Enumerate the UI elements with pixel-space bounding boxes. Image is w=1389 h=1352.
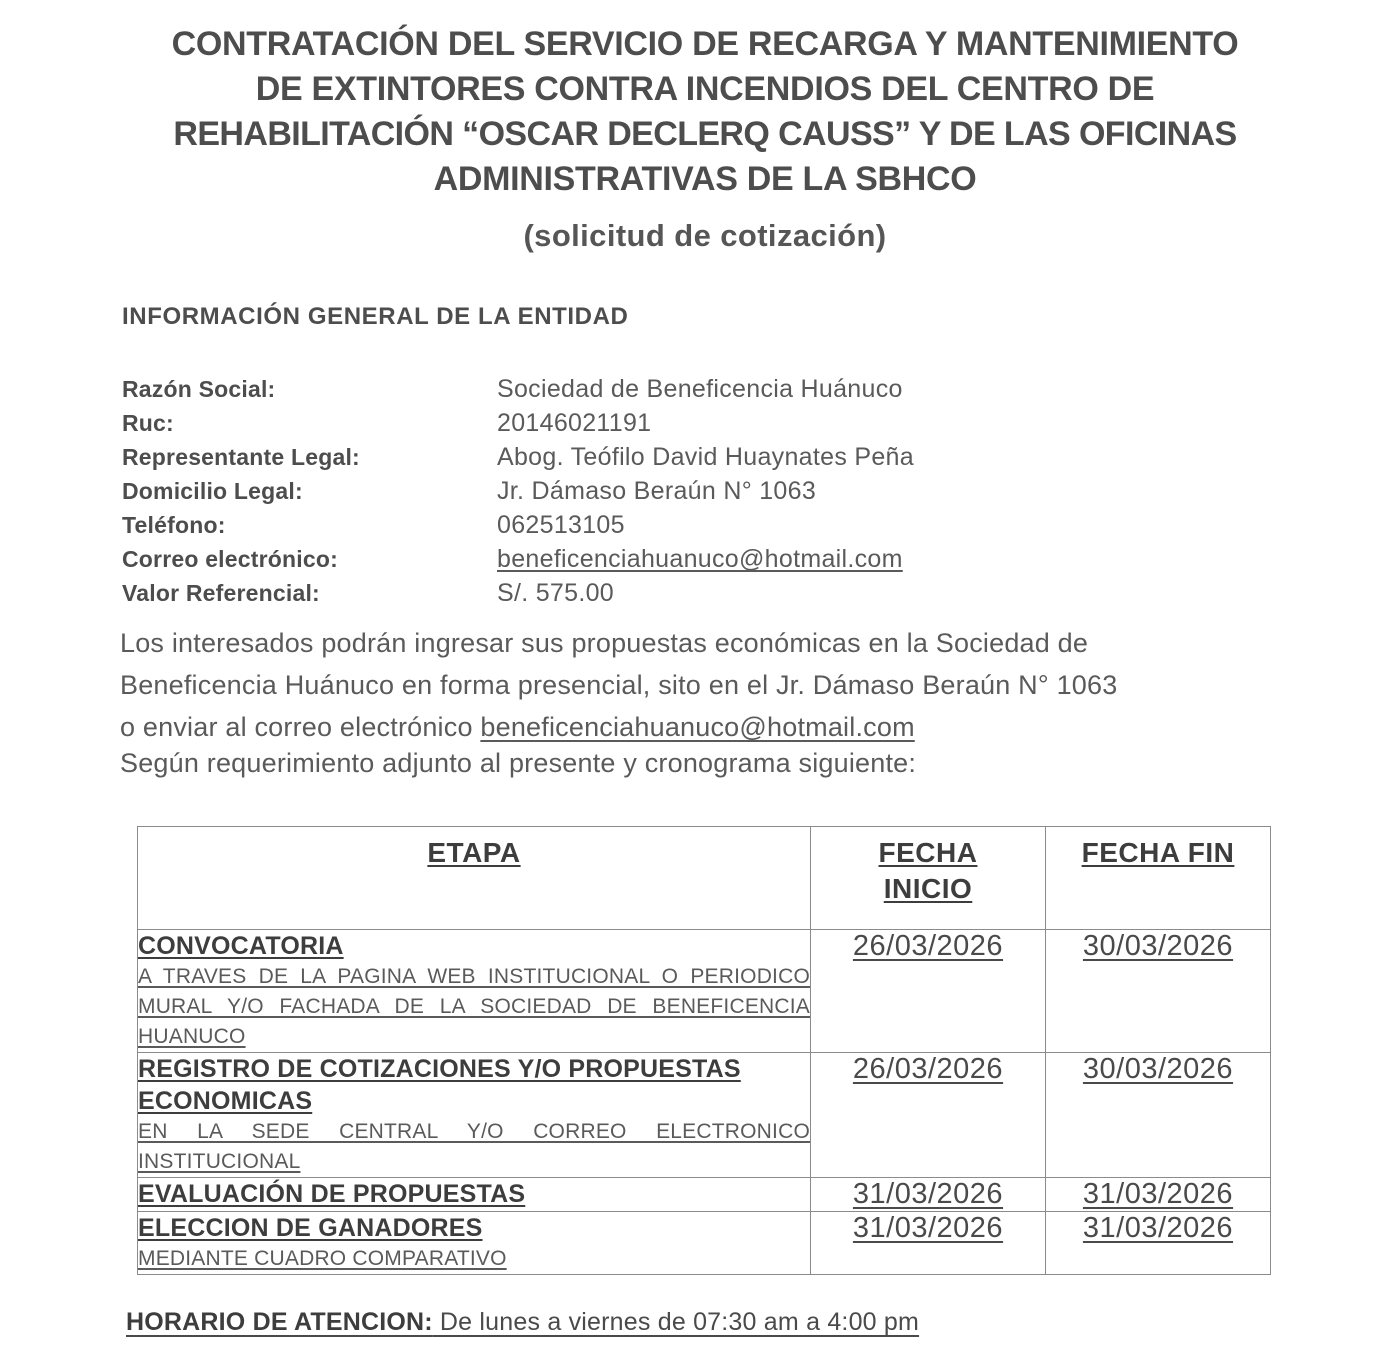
- info-value: 062513105: [497, 511, 625, 539]
- table-header-row: [138, 827, 1271, 930]
- fecha-fin-value: 30/03/2026: [1082, 930, 1234, 962]
- entity-section-heading: INFORMACIÓN GENERAL DE LA ENTIDAD: [122, 303, 629, 330]
- etapa-title: CONVOCATORIA: [138, 932, 344, 960]
- email-link[interactable]: beneficenciahuanuco@hotmail.com: [497, 545, 903, 573]
- etapa-title: ELECCION DE GANADORES: [138, 1214, 483, 1242]
- document-subtitle: (solicitud de cotización): [523, 218, 887, 253]
- info-label: Representante Legal:: [122, 444, 360, 470]
- paragraph-line-3-prefix: o enviar al correo electrónico: [120, 712, 481, 742]
- fecha-fin-value: 30/03/2026: [1082, 1053, 1234, 1085]
- info-row-domicilio-legal: [122, 474, 1222, 508]
- entity-info-list: [122, 372, 1222, 610]
- info-label: Ruc:: [122, 410, 174, 436]
- fecha-fin-cell: [1046, 1212, 1271, 1275]
- etapa-subtext: A TRAVES DE LA PAGINA WEB INSTITUCIONAL O PERIODICO MURAL Y/O FACHADA DE LA SOCIEDAD DE BENEFICENCIA HUANUCO: [138, 965, 810, 1048]
- title-line-3: REHABILITACIÓN “OSCAR DECLERQ CAUSS” Y DE LAS OFICINAS: [173, 115, 1237, 153]
- fecha-inicio-value: 26/03/2026: [852, 930, 1004, 962]
- body-paragraph: [120, 622, 1316, 748]
- fecha-fin-value: 31/03/2026: [1082, 1178, 1234, 1210]
- info-label: Razón Social:: [122, 376, 276, 402]
- column-header-fecha-inicio: [811, 827, 1046, 930]
- fecha-inicio-value: 31/03/2026: [852, 1212, 1004, 1244]
- etapa-title: EVALUACIÓN DE PROPUESTAS: [138, 1180, 526, 1208]
- info-row-telefono: [122, 508, 1222, 542]
- etapa-cell: [138, 1053, 811, 1178]
- info-label: Teléfono:: [122, 512, 226, 538]
- table-row: [138, 1178, 1271, 1212]
- fecha-fin-cell: [1046, 1178, 1271, 1212]
- column-header-fecha-fin: [1046, 827, 1271, 930]
- column-header-fecha-fin-label: FECHA FIN: [1081, 837, 1235, 868]
- etapa-cell: [138, 930, 811, 1053]
- info-value: Abog. Teófilo David Huaynates Peña: [497, 443, 914, 471]
- footer-label: HORARIO DE ATENCION:: [126, 1308, 433, 1336]
- table-row: [138, 1212, 1271, 1275]
- info-row-representante-legal: [122, 440, 1222, 474]
- info-row-correo-electronico: [122, 542, 1222, 576]
- etapa-cell: [138, 1212, 811, 1275]
- info-label: Correo electrónico:: [122, 546, 338, 572]
- column-header-etapa-label: ETAPA: [427, 837, 521, 868]
- info-value: S/. 575.00: [497, 579, 614, 607]
- info-label: Domicilio Legal:: [122, 478, 303, 504]
- title-line-1: CONTRATACIÓN DEL SERVICIO DE RECARGA Y MANTENIMIENTO: [171, 25, 1239, 63]
- footer-horario: [126, 1308, 919, 1337]
- info-value: 20146021191: [497, 409, 652, 437]
- fecha-fin-value: 31/03/2026: [1082, 1212, 1234, 1244]
- etapa-cell: [138, 1178, 811, 1212]
- table-row: [138, 930, 1271, 1053]
- info-label: Valor Referencial:: [122, 580, 320, 606]
- title-line-2: DE EXTINTORES CONTRA INCENDIOS DEL CENTRO DE: [255, 70, 1155, 108]
- info-value: Sociedad de Beneficencia Huánuco: [497, 375, 903, 403]
- paragraph-line-1: Los interesados podrán ingresar sus propuestas económicas en la Sociedad de: [120, 628, 1089, 658]
- fecha-inicio-cell: [811, 1212, 1046, 1275]
- paragraph-line-4: Según requerimiento adjunto al presente y cronograma siguiente:: [120, 748, 917, 778]
- fecha-inicio-value: 26/03/2026: [852, 1053, 1004, 1085]
- fecha-inicio-cell: [811, 1178, 1046, 1212]
- fecha-fin-cell: [1046, 1053, 1271, 1178]
- paragraph-line-2: Beneficencia Huánuco en forma presencial, sito en el Jr. Dámaso Beraún N° 1063: [120, 670, 1118, 700]
- document-title: [110, 22, 1300, 202]
- info-value: Jr. Dámaso Beraún N° 1063: [497, 477, 817, 505]
- fecha-inicio-cell: [811, 930, 1046, 1053]
- fecha-fin-cell: [1046, 930, 1271, 1053]
- column-header-etapa: [138, 827, 811, 930]
- footer-value: De lunes a viernes de 07:30 am a 4:00 pm: [432, 1308, 920, 1336]
- column-header-fecha-inicio-line1: FECHA: [878, 837, 978, 868]
- etapa-title: REGISTRO DE COTIZACIONES Y/O PROPUESTAS ECONOMICAS: [138, 1055, 741, 1115]
- etapa-subtext: EN LA SEDE CENTRAL Y/O CORREO ELECTRONICO INSTITUCIONAL: [138, 1120, 810, 1173]
- info-row-valor-referencial: [122, 576, 1222, 610]
- etapa-subtext: MEDIANTE CUADRO COMPARATIVO: [138, 1247, 507, 1270]
- email-link-inline[interactable]: beneficenciahuanuco@hotmail.com: [480, 712, 915, 742]
- title-line-4: ADMINISTRATIVAS DE LA SBHCO: [433, 160, 977, 198]
- column-header-fecha-inicio-line2: INICIO: [883, 873, 973, 904]
- schedule-table: [137, 826, 1271, 1275]
- info-row-ruc: [122, 406, 1222, 440]
- fecha-inicio-value: 31/03/2026: [852, 1178, 1004, 1210]
- info-row-razon-social: [122, 372, 1222, 406]
- table-row: [138, 1053, 1271, 1178]
- fecha-inicio-cell: [811, 1053, 1046, 1178]
